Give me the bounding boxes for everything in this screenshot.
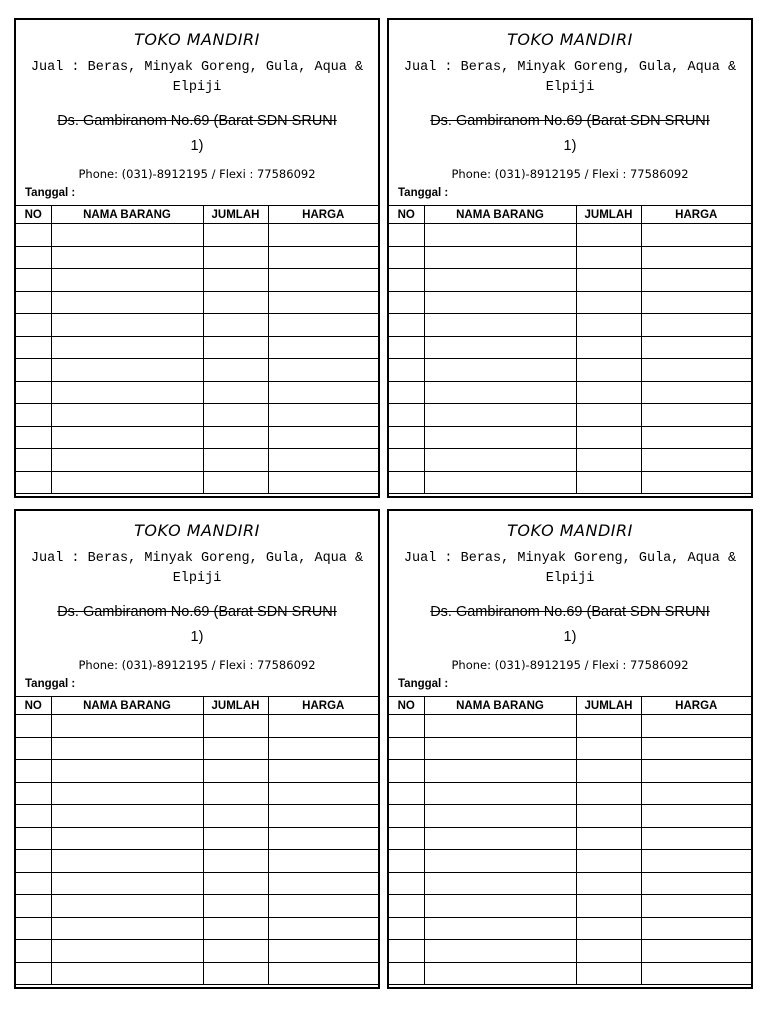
cell-item-name — [51, 850, 203, 873]
table-row — [16, 940, 378, 963]
cell-quantity — [203, 359, 268, 382]
cell-price — [641, 962, 751, 985]
store-products: Jual : Beras, Minyak Goreng, Gula, Aqua & Elpiji — [30, 551, 364, 586]
cell-item-name — [51, 760, 203, 783]
cell-no — [389, 359, 424, 382]
cell-no — [16, 471, 51, 494]
cell-quantity — [203, 872, 268, 895]
cell-quantity — [203, 895, 268, 918]
cell-price — [268, 246, 378, 269]
cell-price — [268, 269, 378, 292]
cell-price — [268, 827, 378, 850]
cell-item-name — [424, 426, 576, 449]
cell-quantity — [576, 872, 641, 895]
store-phone: Phone: (031)-8912195 / Flexi : 77586092 — [78, 167, 316, 181]
column-header-price: HARGA — [641, 697, 751, 715]
cell-item-name — [424, 805, 576, 828]
cell-no — [16, 805, 51, 828]
column-header-quantity: JUMLAH — [576, 206, 641, 224]
cell-price — [641, 269, 751, 292]
table-row — [389, 782, 751, 805]
cell-item-name — [424, 895, 576, 918]
cell-item-name — [51, 962, 203, 985]
table-row — [16, 962, 378, 985]
cell-price — [268, 872, 378, 895]
cell-no — [389, 805, 424, 828]
cell-price — [268, 917, 378, 940]
column-header-quantity: JUMLAH — [576, 697, 641, 715]
cell-item-name — [51, 359, 203, 382]
cell-quantity — [203, 782, 268, 805]
cell-price — [268, 940, 378, 963]
cell-quantity — [203, 917, 268, 940]
cell-quantity — [576, 760, 641, 783]
cell-quantity — [576, 940, 641, 963]
table-row — [389, 940, 751, 963]
cell-item-name — [424, 291, 576, 314]
receipt-top-right — [387, 18, 753, 498]
column-header-quantity: JUMLAH — [203, 206, 268, 224]
cell-price — [641, 449, 751, 472]
table-header-row — [389, 697, 751, 715]
cell-no — [16, 314, 51, 337]
cell-price — [641, 359, 751, 382]
store-phone: Phone: (031)-8912195 / Flexi : 77586092 — [451, 658, 689, 672]
cell-no — [16, 381, 51, 404]
cell-no — [389, 426, 424, 449]
items-table — [16, 696, 378, 985]
cell-no — [389, 850, 424, 873]
cell-item-name — [424, 336, 576, 359]
cell-item-name — [51, 782, 203, 805]
table-row — [389, 760, 751, 783]
cell-price — [641, 872, 751, 895]
cell-no — [16, 715, 51, 738]
cell-price — [641, 940, 751, 963]
table-header-row — [16, 697, 378, 715]
cell-no — [16, 404, 51, 427]
table-row — [16, 269, 378, 292]
cell-price — [641, 850, 751, 873]
cell-no — [389, 449, 424, 472]
table-row — [389, 336, 751, 359]
cell-quantity — [203, 224, 268, 247]
column-header-item-name: NAMA BARANG — [424, 206, 576, 224]
cell-no — [16, 760, 51, 783]
date-label: Tanggal : — [398, 187, 449, 199]
table-row — [16, 895, 378, 918]
cell-quantity — [203, 962, 268, 985]
cell-item-name — [51, 314, 203, 337]
table-row — [16, 336, 378, 359]
table-row — [389, 314, 751, 337]
cell-price — [268, 850, 378, 873]
store-address: Ds. Gambiranom No.69 (Barat SDN SRUNI — [57, 113, 337, 129]
cell-price — [268, 471, 378, 494]
table-row — [16, 449, 378, 472]
cell-quantity — [203, 805, 268, 828]
cell-quantity — [576, 827, 641, 850]
cell-item-name — [51, 336, 203, 359]
cell-quantity — [576, 224, 641, 247]
table-row — [389, 872, 751, 895]
cell-price — [268, 449, 378, 472]
column-header-item-name: NAMA BARANG — [424, 697, 576, 715]
cell-item-name — [51, 827, 203, 850]
cell-price — [641, 895, 751, 918]
store-products: Jual : Beras, Minyak Goreng, Gula, Aqua & Elpiji — [403, 551, 737, 586]
date-label: Tanggal : — [398, 678, 449, 690]
table-row — [389, 404, 751, 427]
cell-no — [389, 895, 424, 918]
cell-no — [16, 291, 51, 314]
items-table — [389, 205, 751, 494]
cell-quantity — [576, 962, 641, 985]
table-row — [389, 449, 751, 472]
table-row — [16, 872, 378, 895]
cell-quantity — [203, 404, 268, 427]
column-header-item-name: NAMA BARANG — [51, 697, 203, 715]
store-address-continued: 1) — [563, 629, 577, 645]
cell-quantity — [203, 269, 268, 292]
cell-no — [16, 449, 51, 472]
cell-quantity — [203, 850, 268, 873]
cell-item-name — [424, 827, 576, 850]
cell-quantity — [576, 269, 641, 292]
cell-no — [389, 715, 424, 738]
cell-no — [16, 895, 51, 918]
cell-quantity — [576, 246, 641, 269]
table-row — [16, 291, 378, 314]
receipt-top-left — [14, 18, 380, 498]
column-header-price: HARGA — [268, 697, 378, 715]
cell-price — [268, 359, 378, 382]
store-name: TOKO MANDIRI — [507, 521, 633, 540]
table-row — [389, 850, 751, 873]
cell-item-name — [424, 359, 576, 382]
cell-quantity — [576, 404, 641, 427]
cell-item-name — [424, 471, 576, 494]
cell-price — [641, 471, 751, 494]
store-phone: Phone: (031)-8912195 / Flexi : 77586092 — [451, 167, 689, 181]
cell-price — [641, 314, 751, 337]
cell-no — [389, 782, 424, 805]
cell-item-name — [51, 426, 203, 449]
cell-item-name — [424, 940, 576, 963]
table-row — [389, 224, 751, 247]
table-row — [16, 782, 378, 805]
cell-item-name — [424, 850, 576, 873]
column-header-quantity: JUMLAH — [203, 697, 268, 715]
cell-quantity — [203, 760, 268, 783]
cell-item-name — [51, 449, 203, 472]
cell-no — [16, 917, 51, 940]
column-header-price: HARGA — [641, 206, 751, 224]
cell-no — [389, 827, 424, 850]
cell-price — [268, 381, 378, 404]
cell-no — [16, 940, 51, 963]
date-label: Tanggal : — [25, 187, 76, 199]
table-row — [389, 962, 751, 985]
cell-quantity — [576, 715, 641, 738]
cell-quantity — [576, 449, 641, 472]
date-label: Tanggal : — [25, 678, 76, 690]
cell-no — [16, 224, 51, 247]
table-row — [16, 715, 378, 738]
table-row — [389, 895, 751, 918]
items-table-body — [16, 715, 378, 985]
cell-item-name — [51, 715, 203, 738]
cell-no — [389, 940, 424, 963]
cell-no — [389, 917, 424, 940]
cell-no — [389, 269, 424, 292]
cell-item-name — [51, 872, 203, 895]
cell-item-name — [51, 404, 203, 427]
cell-item-name — [51, 246, 203, 269]
cell-quantity — [576, 850, 641, 873]
cell-no — [389, 314, 424, 337]
cell-quantity — [203, 336, 268, 359]
cell-price — [268, 314, 378, 337]
cell-price — [268, 962, 378, 985]
cell-item-name — [51, 895, 203, 918]
column-header-item-name: NAMA BARANG — [51, 206, 203, 224]
table-row — [389, 246, 751, 269]
cell-no — [16, 269, 51, 292]
table-row — [16, 737, 378, 760]
cell-no — [16, 872, 51, 895]
store-address: Ds. Gambiranom No.69 (Barat SDN SRUNI — [430, 604, 710, 620]
table-row — [389, 917, 751, 940]
cell-price — [268, 224, 378, 247]
cell-quantity — [576, 737, 641, 760]
cell-price — [641, 291, 751, 314]
cell-quantity — [576, 336, 641, 359]
cell-no — [389, 291, 424, 314]
cell-quantity — [203, 449, 268, 472]
cell-price — [641, 381, 751, 404]
store-name: TOKO MANDIRI — [507, 30, 633, 49]
table-row — [16, 827, 378, 850]
table-row — [389, 426, 751, 449]
cell-item-name — [424, 246, 576, 269]
cell-item-name — [51, 805, 203, 828]
cell-item-name — [51, 381, 203, 404]
cell-price — [268, 782, 378, 805]
cell-quantity — [203, 314, 268, 337]
table-row — [16, 917, 378, 940]
table-row — [16, 404, 378, 427]
table-row — [16, 471, 378, 494]
cell-price — [641, 426, 751, 449]
cell-price — [268, 715, 378, 738]
cell-quantity — [203, 426, 268, 449]
store-products: Jual : Beras, Minyak Goreng, Gula, Aqua & Elpiji — [403, 60, 737, 95]
cell-item-name — [51, 917, 203, 940]
cell-no — [16, 336, 51, 359]
cell-item-name — [424, 760, 576, 783]
cell-price — [641, 246, 751, 269]
cell-no — [389, 737, 424, 760]
cell-item-name — [424, 269, 576, 292]
items-table — [16, 205, 378, 494]
cell-no — [389, 404, 424, 427]
table-header-row — [16, 206, 378, 224]
table-row — [389, 359, 751, 382]
cell-no — [389, 872, 424, 895]
cell-no — [389, 471, 424, 494]
cell-no — [16, 827, 51, 850]
cell-item-name — [424, 872, 576, 895]
cell-no — [16, 850, 51, 873]
cell-quantity — [203, 715, 268, 738]
cell-quantity — [576, 291, 641, 314]
cell-price — [268, 805, 378, 828]
table-row — [16, 246, 378, 269]
cell-no — [16, 359, 51, 382]
table-row — [16, 805, 378, 828]
cell-price — [641, 760, 751, 783]
cell-quantity — [576, 426, 641, 449]
table-row — [16, 314, 378, 337]
store-address-continued: 1) — [190, 138, 204, 154]
cell-price — [641, 224, 751, 247]
cell-quantity — [576, 782, 641, 805]
cell-price — [268, 426, 378, 449]
table-row — [16, 760, 378, 783]
table-row — [389, 715, 751, 738]
table-row — [389, 269, 751, 292]
store-name: TOKO MANDIRI — [134, 30, 260, 49]
cell-quantity — [576, 895, 641, 918]
items-table-body — [16, 224, 378, 494]
cell-item-name — [424, 381, 576, 404]
cell-price — [641, 715, 751, 738]
cell-item-name — [424, 962, 576, 985]
table-row — [16, 359, 378, 382]
cell-quantity — [576, 359, 641, 382]
store-address: Ds. Gambiranom No.69 (Barat SDN SRUNI — [57, 604, 337, 620]
cell-price — [641, 827, 751, 850]
cell-quantity — [203, 381, 268, 404]
table-row — [389, 471, 751, 494]
cell-price — [641, 782, 751, 805]
column-header-no: NO — [16, 697, 51, 715]
cell-quantity — [203, 827, 268, 850]
cell-quantity — [576, 471, 641, 494]
table-row — [16, 381, 378, 404]
cell-no — [389, 962, 424, 985]
cell-no — [16, 246, 51, 269]
cell-item-name — [424, 782, 576, 805]
cell-item-name — [424, 917, 576, 940]
items-table — [389, 696, 751, 985]
cell-quantity — [203, 246, 268, 269]
cell-item-name — [424, 224, 576, 247]
cell-item-name — [424, 404, 576, 427]
cell-quantity — [203, 291, 268, 314]
cell-no — [16, 782, 51, 805]
items-table-body — [389, 715, 751, 985]
cell-price — [268, 760, 378, 783]
cell-no — [389, 336, 424, 359]
store-phone: Phone: (031)-8912195 / Flexi : 77586092 — [78, 658, 316, 672]
cell-price — [641, 805, 751, 828]
cell-price — [641, 917, 751, 940]
cell-item-name — [51, 737, 203, 760]
cell-no — [16, 737, 51, 760]
cell-item-name — [51, 471, 203, 494]
table-row — [389, 827, 751, 850]
store-address-continued: 1) — [563, 138, 577, 154]
items-table-body — [389, 224, 751, 494]
cell-item-name — [424, 715, 576, 738]
table-row — [16, 850, 378, 873]
cell-no — [389, 224, 424, 247]
cell-no — [16, 962, 51, 985]
cell-quantity — [576, 314, 641, 337]
cell-no — [389, 760, 424, 783]
cell-quantity — [576, 805, 641, 828]
receipt-bottom-right — [387, 509, 753, 989]
cell-item-name — [51, 224, 203, 247]
cell-quantity — [203, 940, 268, 963]
receipt-bottom-left — [14, 509, 380, 989]
cell-price — [641, 336, 751, 359]
table-header-row — [389, 206, 751, 224]
cell-price — [268, 291, 378, 314]
column-header-no: NO — [389, 206, 424, 224]
cell-price — [268, 895, 378, 918]
store-name: TOKO MANDIRI — [134, 521, 260, 540]
cell-quantity — [576, 381, 641, 404]
cell-item-name — [424, 314, 576, 337]
cell-no — [389, 246, 424, 269]
column-header-no: NO — [389, 697, 424, 715]
column-header-price: HARGA — [268, 206, 378, 224]
cell-item-name — [424, 737, 576, 760]
cell-price — [641, 737, 751, 760]
table-row — [16, 224, 378, 247]
cell-quantity — [203, 737, 268, 760]
store-address-continued: 1) — [190, 629, 204, 645]
table-row — [389, 805, 751, 828]
column-header-no: NO — [16, 206, 51, 224]
store-products: Jual : Beras, Minyak Goreng, Gula, Aqua & Elpiji — [30, 60, 364, 95]
cell-item-name — [51, 269, 203, 292]
cell-price — [268, 404, 378, 427]
cell-item-name — [51, 291, 203, 314]
cell-no — [389, 381, 424, 404]
store-address: Ds. Gambiranom No.69 (Barat SDN SRUNI — [430, 113, 710, 129]
cell-price — [268, 737, 378, 760]
table-row — [16, 426, 378, 449]
cell-quantity — [203, 471, 268, 494]
cell-item-name — [424, 449, 576, 472]
cell-price — [268, 336, 378, 359]
table-row — [389, 737, 751, 760]
cell-quantity — [576, 917, 641, 940]
cell-no — [16, 426, 51, 449]
cell-price — [641, 404, 751, 427]
cell-item-name — [51, 940, 203, 963]
table-row — [389, 291, 751, 314]
table-row — [389, 381, 751, 404]
